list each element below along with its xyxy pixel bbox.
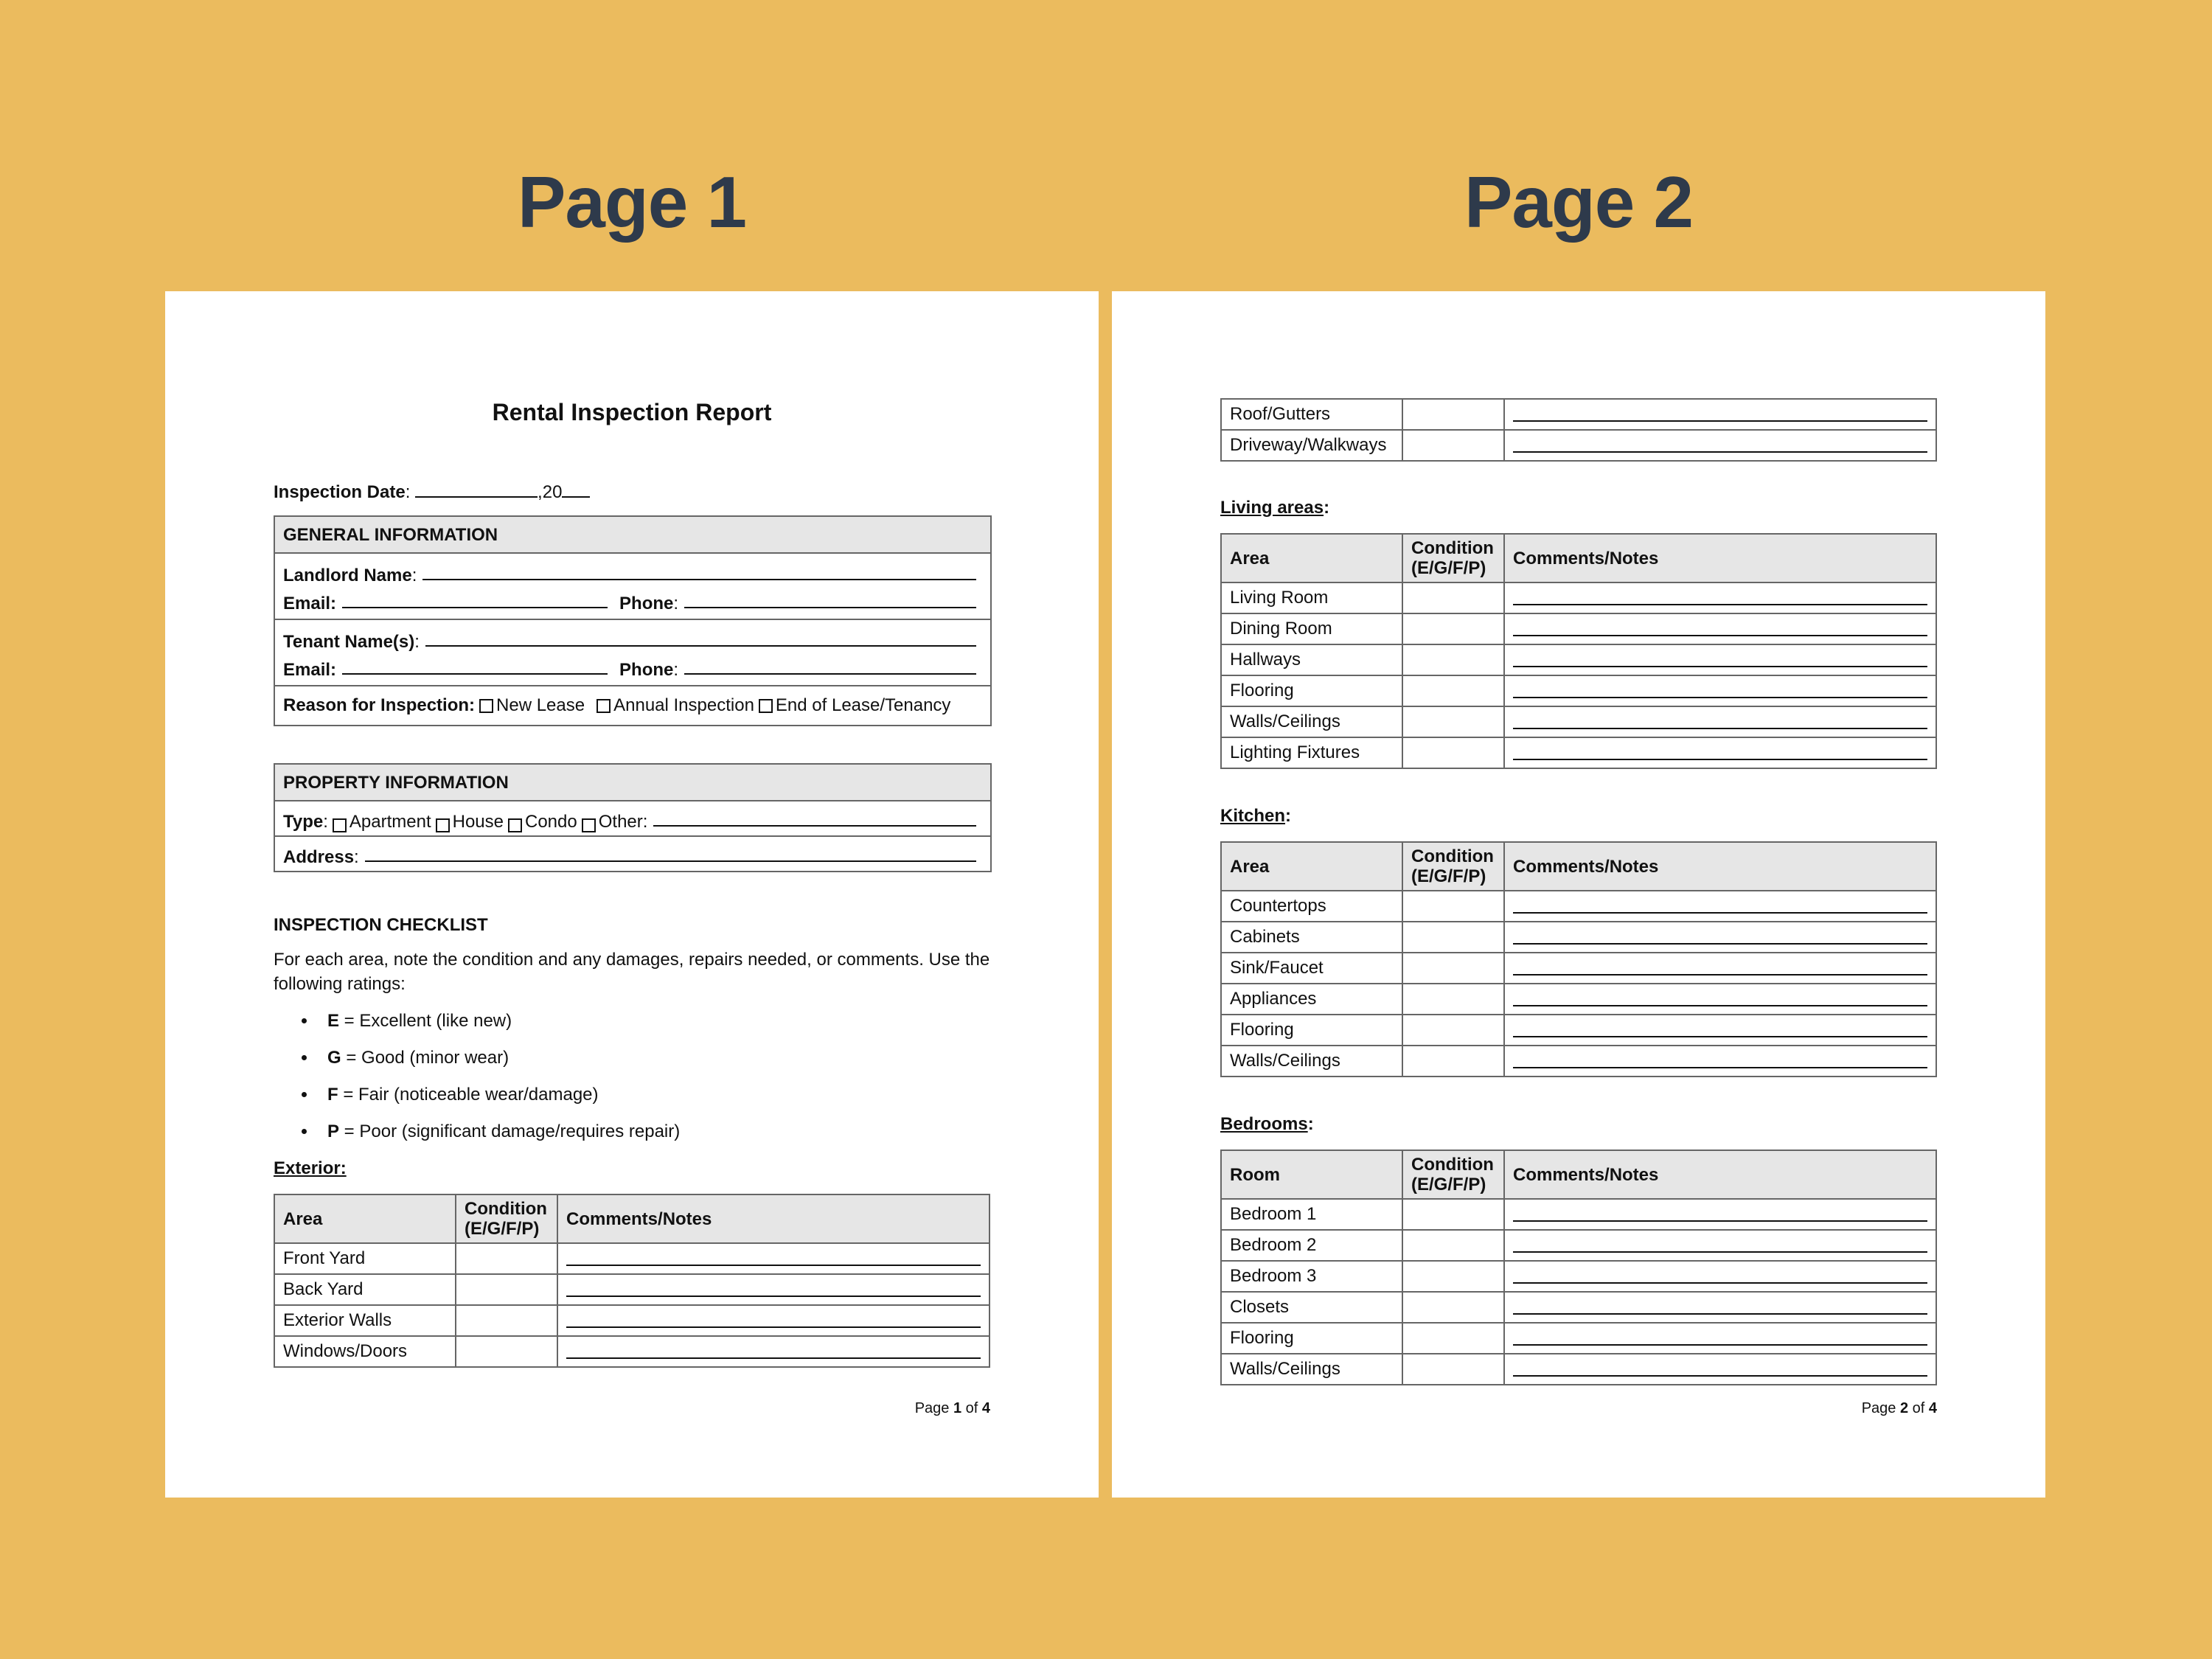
general-information-box	[274, 515, 992, 726]
option-annual-inspection: Annual Inspection	[613, 695, 754, 715]
tenant-email-field[interactable]	[342, 672, 608, 675]
comments-cell[interactable]	[1504, 613, 1936, 644]
condition-cell[interactable]	[1402, 984, 1504, 1015]
reason-label: Reason for Inspection:	[283, 695, 476, 715]
option-apartment: Apartment	[349, 812, 431, 832]
rating-good: G = Good (minor wear)	[302, 1048, 509, 1068]
table-row	[1221, 1323, 1936, 1354]
document-page-2	[1112, 291, 2045, 1498]
table-row	[1221, 1261, 1936, 1292]
inspection-date-line: Inspection Date: ,20	[274, 480, 590, 503]
tenant-phone-label: Phone	[619, 660, 674, 680]
room-cell: Walls/Ceilings	[1221, 1354, 1402, 1385]
landlord-phone-field[interactable]	[684, 606, 976, 608]
page-1-heading: Page 1	[518, 161, 746, 243]
condition-cell[interactable]	[1402, 1292, 1504, 1323]
tenant-phone-field[interactable]	[684, 672, 976, 675]
checkbox-apartment[interactable]	[333, 818, 347, 832]
column-header: Area	[1221, 534, 1402, 582]
kitchen-label: Kitchen:	[1220, 806, 1292, 826]
checklist-title: INSPECTION CHECKLIST	[274, 915, 488, 935]
rating-fair: F = Fair (noticeable wear/damage)	[302, 1085, 599, 1105]
comments-cell[interactable]	[1504, 1261, 1936, 1292]
checkbox-other[interactable]	[582, 818, 596, 832]
comments-cell[interactable]	[557, 1274, 990, 1305]
property-information-header: PROPERTY INFORMATION	[275, 765, 990, 801]
bedrooms-label: Bedrooms:	[1220, 1114, 1314, 1134]
area-cell: Driveway/Walkways	[1221, 430, 1402, 461]
condition-cell[interactable]	[1402, 922, 1504, 953]
column-header: Room	[1221, 1150, 1402, 1199]
comments-cell[interactable]	[1504, 737, 1936, 768]
table-header-row	[1221, 1150, 1936, 1199]
column-header: Comments/Notes	[1504, 842, 1936, 891]
area-cell: Flooring	[1221, 1015, 1402, 1046]
comments-cell[interactable]	[1504, 1046, 1936, 1077]
comments-cell[interactable]	[1504, 706, 1936, 737]
table-row	[1221, 984, 1936, 1015]
condition-cell[interactable]	[1402, 1354, 1504, 1385]
comments-cell[interactable]	[1504, 1323, 1936, 1354]
checklist-intro: For each area, note the condition and any damages, repairs needed, or comments. Use the following ratings:	[274, 950, 990, 994]
table-row	[1221, 1354, 1936, 1385]
table-row	[1221, 737, 1936, 768]
comments-cell[interactable]	[1504, 1199, 1936, 1230]
comments-cell[interactable]	[1504, 891, 1936, 922]
exterior-continued-table	[1220, 398, 1937, 462]
table-row	[1221, 706, 1936, 737]
living-areas-table	[1220, 533, 1937, 769]
condition-cell[interactable]	[1402, 1199, 1504, 1230]
area-cell: Hallways	[1221, 644, 1402, 675]
table-row	[1221, 399, 1936, 430]
living-areas-label: Living areas:	[1220, 498, 1330, 518]
condition-cell[interactable]	[1402, 399, 1504, 430]
condition-cell[interactable]	[1402, 430, 1504, 461]
area-cell: Flooring	[1221, 675, 1402, 706]
inspection-date-field[interactable]	[415, 480, 538, 498]
condition-cell[interactable]	[1402, 613, 1504, 644]
table-row	[1221, 644, 1936, 675]
option-condo: Condo	[525, 812, 577, 832]
landlord-phone-label: Phone	[619, 594, 674, 613]
checkbox-annual-inspection[interactable]	[597, 699, 611, 713]
comments-cell[interactable]	[1504, 922, 1936, 953]
landlord-name-field[interactable]	[422, 578, 976, 580]
condition-cell[interactable]	[1402, 582, 1504, 613]
table-row	[1221, 675, 1936, 706]
area-cell: Living Room	[1221, 582, 1402, 613]
condition-cell[interactable]	[1402, 644, 1504, 675]
exterior-table	[274, 1194, 990, 1368]
column-header: Area	[1221, 842, 1402, 891]
comments-cell[interactable]	[1504, 984, 1936, 1015]
room-cell: Flooring	[1221, 1323, 1402, 1354]
table-row	[274, 1243, 990, 1274]
table-row	[274, 1336, 990, 1367]
area-cell: Windows/Doors	[274, 1336, 456, 1367]
column-header: Condition (E/G/F/P)	[1402, 534, 1504, 582]
kitchen-table	[1220, 841, 1937, 1077]
table-row	[1221, 582, 1936, 613]
table-header-row	[1221, 534, 1936, 582]
area-cell: Countertops	[1221, 891, 1402, 922]
checkbox-end-of-lease[interactable]	[759, 699, 773, 713]
landlord-section: Landlord Name : Email: Phone :	[275, 554, 990, 620]
comments-cell[interactable]	[1504, 582, 1936, 613]
condition-cell[interactable]	[456, 1243, 557, 1274]
table-header-row	[1221, 842, 1936, 891]
condition-cell[interactable]	[1402, 1230, 1504, 1261]
comments-cell[interactable]	[1504, 1354, 1936, 1385]
landlord-email-field[interactable]	[342, 606, 608, 608]
checkbox-new-lease[interactable]	[479, 699, 493, 713]
column-header: Condition (E/G/F/P)	[456, 1194, 557, 1243]
table-row	[1221, 430, 1936, 461]
checkbox-condo[interactable]	[508, 818, 522, 832]
bedrooms-table	[1220, 1150, 1937, 1385]
room-cell: Bedroom 1	[1221, 1199, 1402, 1230]
tenant-name-field[interactable]	[425, 644, 976, 647]
area-cell: Sink/Faucet	[1221, 953, 1402, 984]
area-cell: Back Yard	[274, 1274, 456, 1305]
table-header-row	[274, 1194, 990, 1243]
table-row	[1221, 891, 1936, 922]
table-row	[1221, 953, 1936, 984]
reason-section	[275, 686, 990, 725]
table-row	[1221, 1015, 1936, 1046]
comments-cell[interactable]	[1504, 644, 1936, 675]
area-cell: Appliances	[1221, 984, 1402, 1015]
comments-cell[interactable]	[1504, 1230, 1936, 1261]
option-new-lease: New Lease	[496, 695, 585, 715]
condition-cell[interactable]	[1402, 891, 1504, 922]
column-header: Area	[274, 1194, 456, 1243]
comments-cell[interactable]	[557, 1336, 990, 1367]
checkbox-house[interactable]	[436, 818, 450, 832]
option-house: House	[452, 812, 504, 832]
area-cell: Walls/Ceilings	[1221, 706, 1402, 737]
address-field[interactable]	[365, 860, 976, 862]
address-label: Address	[283, 847, 355, 867]
page-2-heading: Page 2	[1464, 161, 1693, 243]
table-row	[1221, 1046, 1936, 1077]
condition-cell[interactable]	[456, 1274, 557, 1305]
table-row	[274, 1305, 990, 1336]
table-row	[1221, 1292, 1936, 1323]
condition-cell[interactable]	[456, 1305, 557, 1336]
column-header: Comments/Notes	[1504, 1150, 1936, 1199]
comments-cell[interactable]	[1504, 675, 1936, 706]
room-cell: Closets	[1221, 1292, 1402, 1323]
inspection-year-field[interactable]	[562, 480, 590, 498]
document-title: Rental Inspection Report	[492, 399, 772, 425]
condition-cell[interactable]	[1402, 737, 1504, 768]
option-other: Other:	[598, 812, 648, 832]
option-end-of-lease: End of Lease/Tenancy	[775, 695, 951, 715]
area-cell: Dining Room	[1221, 613, 1402, 644]
area-cell: Lighting Fixtures	[1221, 737, 1402, 768]
general-information-header: GENERAL INFORMATION	[275, 517, 990, 554]
room-cell: Bedroom 2	[1221, 1230, 1402, 1261]
condition-cell[interactable]	[1402, 953, 1504, 984]
condition-cell[interactable]	[1402, 675, 1504, 706]
type-section: Type : Apartment House Condo Other:	[275, 801, 990, 837]
address-section: Address :	[275, 837, 990, 871]
comments-cell[interactable]	[1504, 399, 1936, 430]
bullet-icon	[302, 1092, 307, 1097]
page-footer: Page 1 of 4	[914, 1400, 990, 1416]
condition-cell[interactable]	[1402, 1323, 1504, 1354]
comments-cell[interactable]	[1504, 1292, 1936, 1323]
area-cell: Cabinets	[1221, 922, 1402, 953]
bullet-icon	[302, 1018, 307, 1023]
condition-cell[interactable]	[1402, 1261, 1504, 1292]
landlord-email-label: Email:	[283, 594, 337, 613]
comments-cell[interactable]	[1504, 430, 1936, 461]
table-row	[1221, 1230, 1936, 1261]
rating-excellent: E = Excellent (like new)	[302, 1011, 512, 1032]
comments-cell[interactable]	[557, 1305, 990, 1336]
comments-cell[interactable]	[1504, 1015, 1936, 1046]
condition-cell[interactable]	[1402, 1046, 1504, 1077]
rating-poor: P = Poor (significant damage/requires repair)	[302, 1121, 680, 1142]
property-information-box	[274, 763, 992, 872]
bullet-icon	[302, 1129, 307, 1134]
tenant-email-label: Email:	[283, 660, 337, 680]
comments-cell[interactable]	[1504, 953, 1936, 984]
comments-cell[interactable]	[557, 1243, 990, 1274]
area-cell: Front Yard	[274, 1243, 456, 1274]
column-header: Condition (E/G/F/P)	[1402, 842, 1504, 891]
table-row	[1221, 922, 1936, 953]
column-header: Comments/Notes	[1504, 534, 1936, 582]
area-cell: Walls/Ceilings	[1221, 1046, 1402, 1077]
condition-cell[interactable]	[1402, 706, 1504, 737]
exterior-label: Exterior:	[274, 1158, 347, 1178]
page-footer: Page 2 of 4	[1861, 1400, 1937, 1416]
table-row	[1221, 1199, 1936, 1230]
inspection-year-prefix: ,20	[538, 482, 563, 502]
other-type-field[interactable]	[653, 824, 976, 827]
table-row	[274, 1274, 990, 1305]
room-cell: Bedroom 3	[1221, 1261, 1402, 1292]
inspection-date-label: Inspection Date	[274, 482, 406, 502]
bullet-icon	[302, 1055, 307, 1060]
type-label: Type	[283, 812, 324, 832]
document-page-1	[165, 291, 1099, 1498]
condition-cell[interactable]	[1402, 1015, 1504, 1046]
table-row	[1221, 613, 1936, 644]
column-header: Comments/Notes	[557, 1194, 990, 1243]
area-cell: Exterior Walls	[274, 1305, 456, 1336]
column-header: Condition (E/G/F/P)	[1402, 1150, 1504, 1199]
tenant-name-label: Tenant Name(s)	[283, 632, 415, 652]
area-cell: Roof/Gutters	[1221, 399, 1402, 430]
condition-cell[interactable]	[456, 1336, 557, 1367]
tenant-section: Tenant Name(s) : Email: Phone :	[275, 620, 990, 686]
landlord-name-label: Landlord Name	[283, 566, 412, 585]
